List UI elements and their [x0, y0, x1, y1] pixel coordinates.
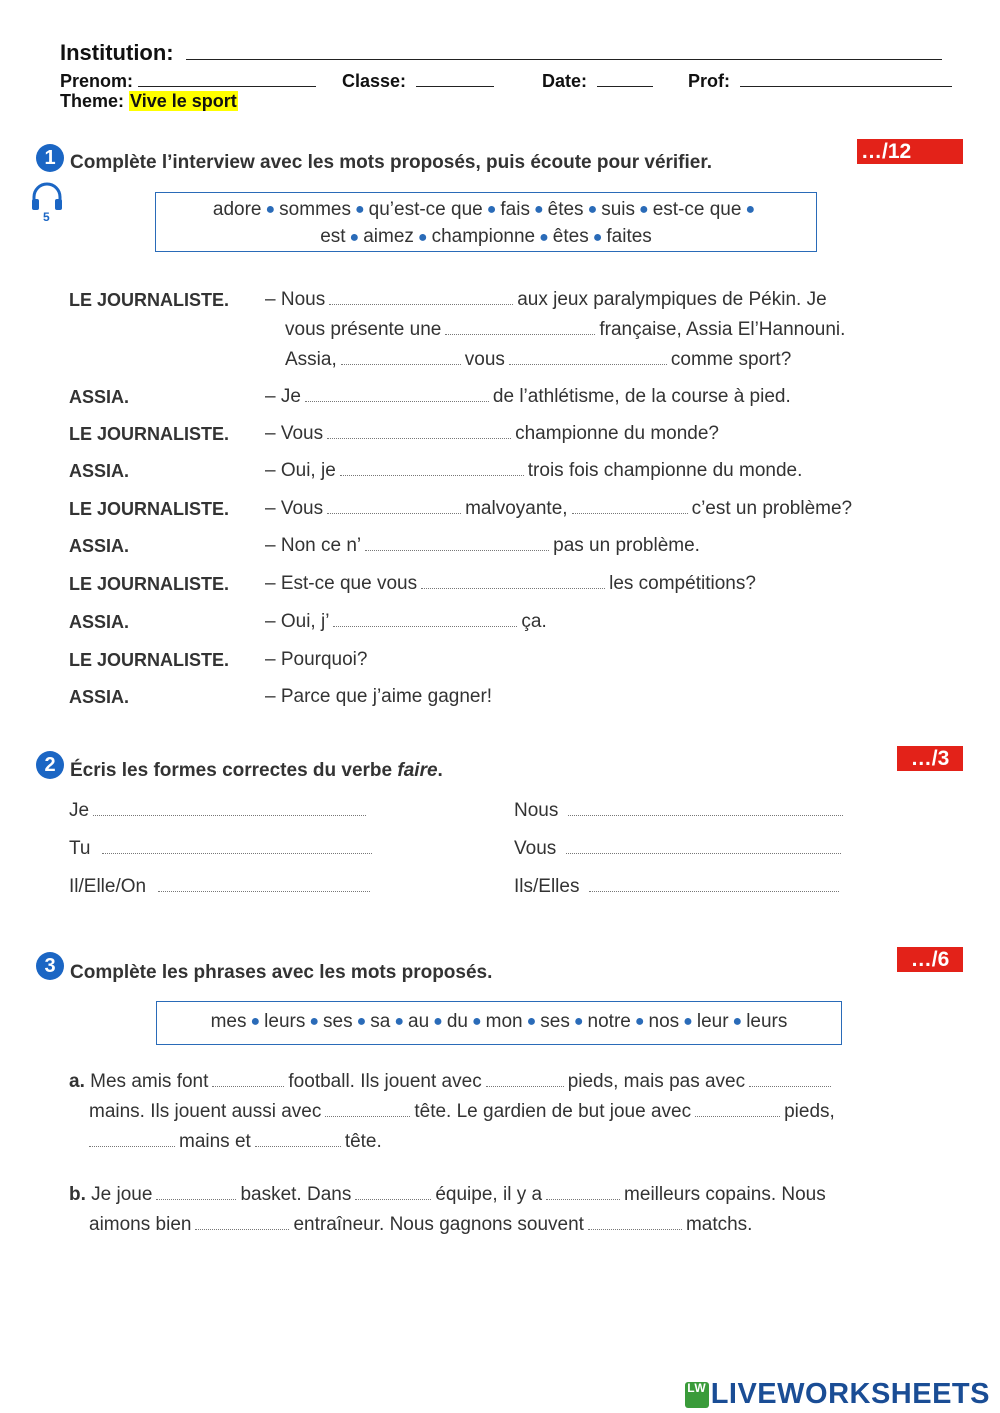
- answer-blank[interactable]: [255, 1132, 341, 1147]
- sentence-text: basket. Dans: [240, 1184, 352, 1205]
- institution-label: Institution:: [60, 40, 174, 65]
- speaker-label: LE JOURNALISTE.: [69, 290, 230, 310]
- answer-blank[interactable]: [421, 574, 605, 589]
- word-bank-word: aimez: [363, 226, 414, 248]
- dialogue-text: vous: [464, 349, 505, 370]
- speaker-label: ASSIA.: [69, 536, 130, 556]
- answer-blank[interactable]: [509, 350, 667, 365]
- answer-blank[interactable]: [305, 387, 489, 402]
- answer-blank[interactable]: [102, 839, 372, 854]
- exercise-1-title: Complète l’interview avec les mots proposés, puis écoute pour vérifier.: [70, 152, 712, 173]
- word-bank-word: du: [446, 1011, 468, 1033]
- answer-blank[interactable]: [588, 1215, 682, 1230]
- exercise-3-word-bank: [156, 1001, 842, 1045]
- answer-blank[interactable]: [325, 1102, 410, 1117]
- exercise-3-title: Complète les phrases avec les mots proposés.: [70, 962, 493, 983]
- answer-blank[interactable]: [158, 877, 370, 892]
- speaker-label: ASSIA.: [69, 461, 130, 481]
- word-bank-word: êtes: [552, 226, 589, 248]
- sentence-text: tête.: [344, 1131, 382, 1152]
- conjugation-vous: [514, 838, 845, 860]
- dialogue-line: [285, 319, 845, 341]
- answer-blank[interactable]: [333, 612, 517, 627]
- sentence-b-line-2: [89, 1214, 752, 1236]
- dialogue-line: [265, 460, 802, 482]
- speaker-label: LE JOURNALISTE.: [69, 499, 230, 519]
- sentence-text: entraîneur. Nous gagnons souvent: [293, 1214, 584, 1235]
- dialogue-line: [265, 498, 852, 520]
- speaker-label: LE JOURNALISTE.: [69, 650, 230, 670]
- bullet-separator: ●: [486, 201, 497, 219]
- word-bank-word: est: [320, 226, 346, 248]
- prenom-blank[interactable]: [138, 68, 316, 87]
- dialogue-line: [265, 386, 791, 408]
- liveworksheets-logo[interactable]: [685, 1378, 990, 1411]
- answer-blank[interactable]: [212, 1072, 284, 1087]
- sentence-text: mains et: [179, 1131, 251, 1152]
- pronoun-label: Nous: [514, 800, 559, 821]
- dialogue-text: pas un problème.: [553, 535, 700, 556]
- liveworksheets-logo-mark: LW: [685, 1382, 709, 1408]
- word-bank-word: est-ce que: [652, 199, 742, 220]
- word-bank-word: qu’est-ce que: [368, 199, 483, 220]
- dialogue-text: malvoyante,: [465, 498, 568, 519]
- word-bank-word: nos: [648, 1011, 680, 1033]
- word-bank-word: au: [408, 1011, 430, 1033]
- bullet-separator: ●: [417, 228, 428, 246]
- bullet-separator: ●: [745, 201, 756, 219]
- sentence-a-line-3: [89, 1131, 382, 1153]
- bullet-separator: ●: [394, 1013, 405, 1030]
- exercise-2-title: [70, 760, 443, 782]
- bullet-separator: ●: [309, 1013, 320, 1030]
- prenom-field: [60, 68, 316, 92]
- answer-blank[interactable]: [327, 424, 511, 439]
- sentence-text: Mes amis font: [90, 1071, 209, 1092]
- exercise-2-title-verb: faire: [397, 760, 438, 781]
- conjugation-ils-elles: [514, 876, 843, 898]
- dialogue-text: trois fois championne du monde.: [527, 460, 803, 481]
- answer-blank[interactable]: [89, 1132, 175, 1147]
- exercise-2-title-text: Écris les formes correctes du verbe: [70, 760, 393, 781]
- sentence-text: tête. Le gardien de but joue avec: [414, 1101, 692, 1122]
- dialogue-line: [265, 686, 492, 708]
- bullet-separator: ●: [639, 201, 649, 219]
- dialogue-text: vous présente une: [285, 319, 442, 340]
- answer-blank[interactable]: [327, 499, 461, 514]
- bullet-separator: ●: [587, 201, 598, 219]
- word-bank-word: leurs: [264, 1011, 306, 1033]
- liveworksheets-brand: LIVEWORKSHEETS: [710, 1378, 990, 1410]
- dialogue-line: [285, 349, 791, 371]
- sentence-text: matchs.: [685, 1214, 753, 1235]
- word-bank-word: faites: [606, 226, 652, 248]
- bullet-separator: ●: [471, 1013, 482, 1030]
- pronoun-label: Vous: [514, 838, 557, 859]
- dialogue-text: française, Assia El’Hannouni.: [599, 319, 846, 340]
- word-bank-word: êtes: [547, 199, 584, 220]
- theme-row: [60, 91, 238, 112]
- answer-blank[interactable]: [340, 461, 524, 476]
- dialogue-text: – Oui, j’: [265, 611, 330, 632]
- conjugation-je: [69, 800, 370, 822]
- dialogue-text: les compétitions?: [609, 573, 756, 594]
- classe-field: [342, 68, 494, 92]
- bullet-separator: ●: [356, 1013, 367, 1030]
- pronoun-label: Ils/Elles: [514, 876, 580, 897]
- dialogue-line: [265, 423, 719, 445]
- dialogue-text: – Nous: [265, 289, 326, 310]
- audio-track-number: 5: [43, 210, 50, 224]
- answer-blank[interactable]: [365, 536, 549, 551]
- answer-blank[interactable]: [572, 499, 688, 514]
- date-blank[interactable]: [597, 68, 653, 87]
- bullet-separator: ●: [349, 228, 360, 246]
- item-label: b.: [69, 1184, 86, 1205]
- exercise-2-title-end: .: [437, 760, 443, 781]
- institution-row: [60, 40, 942, 66]
- pronoun-label: Tu: [69, 838, 91, 859]
- word-bank-line-2: [156, 223, 816, 250]
- word-bank-word: leur: [696, 1011, 729, 1033]
- answer-blank[interactable]: [195, 1215, 289, 1230]
- answer-blank[interactable]: [329, 290, 513, 305]
- speaker-label: LE JOURNALISTE.: [69, 574, 230, 594]
- answer-blank[interactable]: [445, 320, 595, 335]
- word-bank-word: ses: [323, 1011, 353, 1033]
- bullet-separator: ●: [526, 1013, 537, 1030]
- sentence-text: Je joue: [91, 1184, 153, 1205]
- sentence-text: équipe, il y a: [435, 1184, 543, 1205]
- speaker-label: ASSIA.: [69, 687, 130, 707]
- dialogue-text: c’est un problème?: [691, 498, 853, 519]
- sentence-text: pieds, mais pas avec: [567, 1071, 746, 1092]
- answer-blank[interactable]: [695, 1102, 780, 1117]
- bullet-separator: ●: [354, 201, 365, 219]
- word-bank-word: championne: [431, 226, 536, 248]
- word-bank-word: leurs: [746, 1011, 788, 1033]
- dialogue-line: [265, 289, 827, 311]
- prof-field: [688, 68, 952, 92]
- theme-label: Theme:: [60, 91, 125, 111]
- sentence-a-line-1: [69, 1071, 835, 1093]
- dialogue-line: [265, 573, 756, 595]
- dialogue-line: [265, 535, 700, 557]
- prof-blank[interactable]: [740, 68, 952, 87]
- answer-blank[interactable]: [486, 1072, 564, 1087]
- bullet-separator: ●: [433, 1013, 443, 1030]
- prof-label: Prof:: [688, 71, 730, 91]
- word-bank-line-1: [156, 196, 816, 223]
- word-bank-word: notre: [587, 1011, 631, 1033]
- word-bank-word: mes: [210, 1011, 247, 1033]
- dialogue-text: – Pourquoi?: [265, 649, 368, 670]
- theme-value: Vive le sport: [130, 91, 237, 111]
- sentence-text: pieds,: [784, 1101, 835, 1122]
- exercise-1-score: …/12: [857, 139, 963, 164]
- dialogue-text: – Je: [265, 386, 301, 407]
- answer-blank[interactable]: [355, 1185, 431, 1200]
- word-bank-word: sommes: [279, 199, 351, 220]
- word-bank-word: sa: [370, 1011, 391, 1033]
- answer-blank[interactable]: [568, 801, 843, 816]
- dialogue-text: – Non ce n’: [265, 535, 362, 556]
- pronoun-label: Je: [69, 800, 90, 821]
- bullet-separator: ●: [732, 1013, 743, 1030]
- dialogue-text: Assia,: [285, 349, 337, 370]
- prenom-label: Prenom:: [60, 71, 134, 91]
- word-bank-line: [157, 1002, 841, 1042]
- sentence-text: aimons bien: [89, 1214, 192, 1235]
- bullet-separator: ●: [573, 1013, 584, 1030]
- bullet-separator: ●: [539, 228, 549, 246]
- speaker-label: ASSIA.: [69, 612, 130, 632]
- exercise-3-number: 3: [36, 952, 64, 980]
- dialogue-text: – Vous: [265, 423, 324, 444]
- dialogue-text: championne du monde?: [515, 423, 719, 444]
- dialogue-text: aux jeux paralympiques de Pékin. Je: [517, 289, 827, 310]
- dialogue-text: – Parce que j’aime gagner!: [265, 686, 493, 707]
- word-bank-word: ses: [540, 1011, 570, 1033]
- classe-label: Classe:: [342, 71, 407, 91]
- bullet-separator: ●: [250, 1013, 261, 1030]
- sentence-text: meilleurs copains. Nous: [624, 1184, 826, 1205]
- speaker-label: ASSIA.: [69, 387, 130, 407]
- answer-blank[interactable]: [566, 839, 841, 854]
- dialogue-text: comme sport?: [670, 349, 792, 370]
- item-label: a.: [69, 1071, 85, 1092]
- bullet-separator: ●: [634, 1013, 645, 1030]
- dialogue-line: [265, 611, 547, 633]
- headphones-icon[interactable]: [30, 182, 64, 226]
- word-bank-word: adore: [212, 199, 262, 220]
- word-bank-word: fais: [500, 199, 530, 220]
- answer-blank[interactable]: [749, 1072, 831, 1087]
- dialogue-text: de l’athlétisme, de la course à pied.: [492, 386, 791, 407]
- institution-blank[interactable]: [186, 41, 942, 60]
- sentence-a-line-2: [89, 1101, 835, 1123]
- exercise-2-number: 2: [36, 751, 64, 779]
- classe-blank[interactable]: [416, 68, 494, 87]
- answer-blank[interactable]: [341, 350, 461, 365]
- bullet-separator: ●: [533, 201, 544, 219]
- sentence-text: mains. Ils jouent aussi avec: [89, 1101, 322, 1122]
- dialogue-text: ça.: [521, 611, 547, 632]
- bullet-separator: ●: [683, 1013, 693, 1030]
- answer-blank[interactable]: [156, 1185, 236, 1200]
- dialogue-text: – Oui, je: [265, 460, 336, 481]
- dialogue-text: – Est-ce que vous: [265, 573, 418, 594]
- exercise-3-score: …/6: [897, 947, 963, 972]
- exercise-2-score: …/3: [897, 746, 963, 771]
- conjugation-il-elle-on: [69, 876, 374, 898]
- word-bank-word: suis: [601, 199, 636, 220]
- pronoun-label: Il/Elle/On: [69, 876, 147, 897]
- dialogue-line: [265, 649, 367, 671]
- answer-blank[interactable]: [93, 801, 366, 816]
- conjugation-nous: [514, 800, 847, 822]
- dialogue-text: – Vous: [265, 498, 324, 519]
- bullet-separator: ●: [592, 228, 603, 246]
- answer-blank[interactable]: [546, 1185, 620, 1200]
- sentence-text: football. Ils jouent avec: [288, 1071, 482, 1092]
- answer-blank[interactable]: [589, 877, 839, 892]
- exercise-1-number: 1: [36, 144, 64, 172]
- conjugation-tu: [69, 838, 376, 860]
- exercise-1-word-bank: [155, 192, 817, 252]
- sentence-b-line-1: [69, 1184, 826, 1206]
- date-field: [542, 68, 653, 92]
- bullet-separator: ●: [265, 201, 276, 219]
- speaker-label: LE JOURNALISTE.: [69, 424, 230, 444]
- date-label: Date:: [542, 71, 588, 91]
- word-bank-word: mon: [485, 1011, 523, 1033]
